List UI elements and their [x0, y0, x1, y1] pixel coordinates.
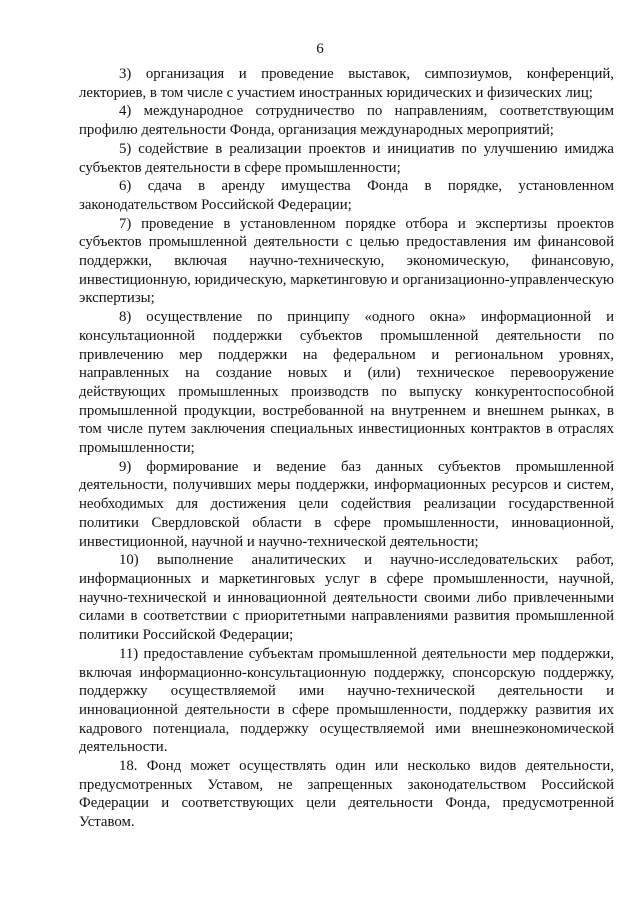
list-item-7: 7) проведение в установленном порядке отбора и экспертизы проектов субъектов промышленной деятельности с целью предоставления им финансовой поддержки, включая научно-техническую, экономическую, финансовую, инвестиционную, юридическую, маркетинговую и организационно-управленческую экспертизы;: [79, 215, 614, 307]
list-item-8: 8) осуществление по принципу «одного окна» информационной и консультационной поддержки субъектов промышленной деятельности по привлечению мер поддержки на федеральном и региональном уровнях, направленных на создание новых и (или) техническое перевооружение действующих промышленных производств по выпуску конкурентоспособной промышленной продукции, востребованной на внутреннем и внешнем рынках, в том числе путем заключения специальных инвестиционных контрактов в отраслях промышленности;: [79, 309, 614, 457]
list-item-11: 11) предоставление субъектам промышленной деятельности мер поддержки, включая информационно-консультационную поддержку, спонсорскую поддержку, поддержку осуществляемой ими научно-технической деятельности и инновационной деятельности в сфере промышленности, поддержку развития их кадрового потенциала, поддержку осуществляемой ими внешнеэкономической деятельности.: [79, 645, 614, 756]
page-number: 6: [316, 41, 324, 57]
list-item-4: 4) международное сотрудничество по направлениям, соответствующим профилю деятельности Фонда, организация международных мероприятий;: [79, 103, 614, 139]
list-item-6: 6) сдача в аренду имущества Фонда в порядке, установленном законодательством Российской Федерации;: [79, 178, 614, 213]
list-item-3: 3) организация и проведение выставок, симпозиумов, конференций, лекториев, в том числе с участием иностранных юридических и физических лиц;: [79, 66, 614, 101]
list-item-5: 5) содействие в реализации проектов и инициатив по улучшению имиджа субъектов деятельности в сфере промышленности;: [79, 140, 614, 176]
list-item-9: 9) формирование и ведение баз данных субъектов промышленной деятельности, получивших меры поддержки, информационных ресурсов и систем, необходимых для достижения цели содействия реализации государственной политики Свердловской области в сфере промышленности, инновационной, инвестиционной, научной и научно-технической деятельности;: [79, 458, 614, 550]
list-item-10: 10) выполнение аналитических и научно-исследовательских работ, информационных и маркетинговых услуг в сфере промышленности, научной, научно-технической и инновационной деятельности своими либо привлеченными силами в соответствии с приоритетными направлениями развития промышленной политики Российской Федерации;: [79, 552, 614, 644]
clause-18: 18. Фонд может осуществлять один или несколько видов деятельности, предусмотренных Уставом, не запрещенных законодательством Российской Федерации и соответствующих цели деятельности Фонда, предусмотренной Уставом.: [79, 758, 614, 831]
document-body: [79, 65, 614, 832]
